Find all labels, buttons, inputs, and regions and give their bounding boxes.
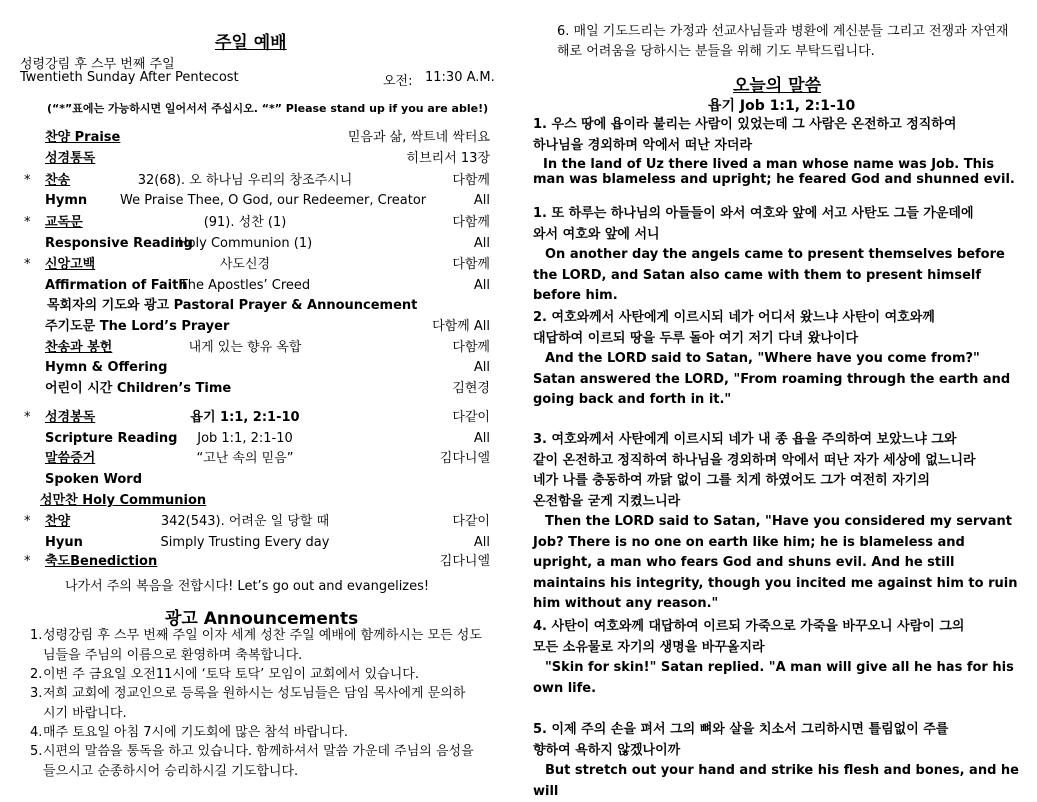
verse-block	[533, 115, 1023, 187]
order-row	[20, 149, 490, 169]
announcement-item	[30, 684, 490, 724]
order-label: 찬송과 봉헌	[45, 340, 113, 355]
announcement-number: 3.	[30, 686, 43, 701]
stand-marker: *	[24, 554, 31, 569]
verse-kr: 1. 우스 땅에 욥이라 불리는 사람이 있었는데 그 사람은 온전하고 정직하여 하나님을 경외하며 악에서 떠난 자더라	[533, 117, 957, 153]
order-right: 다함께	[452, 257, 490, 272]
announcement-text: 저희 교회에 정교인으로 등록을 원하시는 성도님들은 담임 목사에게 문의하시기 바랍니다.	[43, 686, 466, 721]
order-row	[20, 552, 490, 572]
passage-reference: 욥기 Job 1:1, 2:1-10	[708, 98, 856, 114]
verse-en: In the land of Uz there lived a man whose name was Job. This man was blameless and upright; he feared God and shunned evil.	[533, 157, 1015, 187]
order-label: Hyun	[45, 535, 83, 550]
order-label: 성경봉독	[45, 410, 96, 425]
order-label: 성만찬 Holy Communion	[40, 493, 207, 508]
stand-note: (“*”표에는 가능하시면 일어서서 주십시오. “*” Please stand up if you are able!)	[47, 102, 489, 115]
order-right: 히브리서 13장	[406, 151, 490, 166]
order-row	[20, 128, 490, 148]
order-mid: Holy Communion (1)	[177, 236, 313, 251]
order-row	[20, 379, 490, 399]
order-row	[20, 491, 490, 511]
order-right: All	[473, 278, 490, 293]
order-mid: 내게 있는 향유 옥합	[188, 340, 302, 355]
order-label: Responsive Reading	[45, 236, 193, 251]
order-row	[20, 449, 490, 469]
verse-kr: 2. 여호와께서 사탄에게 이르시되 네가 어디서 왔느냐 사탄이 여호와께 대답하여 이르되 땅을 두루 돌아 여기 저기 다녀 왔나이다	[533, 310, 935, 346]
order-right: All	[473, 535, 490, 550]
order-mid: 32(68). 오 하나님 우리의 창조주시니	[137, 173, 353, 188]
announcement-text: 매주 토요일 아침 7시에 기도회에 많은 참석 바랍니다.	[43, 725, 349, 740]
order-right: 다같이	[452, 410, 490, 425]
verse-kr: 3. 여호와께서 사탄에게 이르시되 네가 내 종 욥을 주의하여 보았느냐 그와 같이 온전하고 정직하여 하나님을 경외하며 악에서 떠난 자가 세상에 없느니라 네가 나를 충동하여 까닭 없이 그를 치게 하였어도 그가 여전히 자기의 온전함을 굳게 지켰느니라	[533, 432, 976, 509]
announcement-text: 성령강림 후 스무 번째 주일 이자 세계 성찬 주일 예배에 함께하시는 모든 성도님들을 주님의 이름으로 환영하며 축복합니다.	[43, 628, 482, 663]
order-row	[20, 338, 490, 358]
verse-en: On another day the angels came to present themselves before the LORD, and Satan also came with them to present himself before him.	[533, 247, 1005, 303]
order-mid: We Praise Thee, O God, our Redeemer, Creator	[120, 193, 427, 208]
order-label: Hymn & Offering	[45, 360, 168, 375]
order-right: 김다니엘	[439, 451, 490, 466]
verse-en: But stretch out your hand and strike his flesh and bones, and he will	[533, 763, 1019, 799]
order-right: 김다니엘	[439, 554, 490, 569]
announcement-item	[30, 742, 490, 782]
service-time-label: 오전:	[383, 74, 413, 89]
announcement-text: 시편의 말씀을 통독을 하고 있습니다. 함께하셔서 말씀 가운데 주님의 음성을 들으시고 순종하시어 승리하시길 기도합니다.	[43, 744, 474, 779]
order-row	[20, 533, 490, 553]
announcement-number: 1.	[30, 628, 43, 643]
order-row	[20, 317, 490, 337]
order-row	[20, 234, 490, 254]
verse-block	[533, 617, 1023, 699]
order-mid: The Apostles’ Creed	[179, 278, 311, 293]
order-label: 말씀증거	[45, 451, 96, 466]
order-label: Hymn	[45, 193, 88, 208]
order-row	[20, 429, 490, 449]
order-label: 찬양	[45, 514, 71, 529]
order-row	[20, 512, 490, 532]
announcement-number: 4.	[30, 725, 43, 740]
order-right: 다같이	[452, 514, 490, 529]
order-label: 축도Benediction	[45, 554, 158, 569]
order-label: Affirmation of Faith	[45, 278, 188, 293]
order-right: 다함께	[452, 215, 490, 230]
order-right: All	[473, 431, 490, 446]
verse-block	[533, 204, 1023, 307]
order-right: All	[473, 236, 490, 251]
order-right: 김현경	[452, 381, 490, 396]
verse-block	[533, 720, 1023, 802]
order-right: All	[473, 360, 490, 375]
order-label: Spoken Word	[45, 472, 143, 487]
announcement-item	[30, 723, 490, 743]
order-right: 다함께 All	[432, 319, 490, 334]
announcement-text: 6. 매일 기도드리는 가정과 선교사님들과 병환에 계신분들 그리고 전쟁과 자연재해로 어려움을 당하시는 분들을 위해 기도 부탁드립니다.	[557, 24, 1009, 59]
order-row	[20, 191, 490, 211]
order-mid: 342(543). 어려운 일 당할 때	[160, 514, 330, 529]
stand-marker: *	[24, 410, 31, 425]
order-row	[20, 255, 490, 275]
verse-kr: 1. 또 하루는 하나님의 아들들이 와서 여호와 앞에 서고 사탄도 그들 가운데에 와서 여호와 앞에 서니	[533, 206, 974, 242]
verse-en: Then the LORD said to Satan, "Have you considered my servant Job? There is no one on earth like him; he is blameless and upright, a man who fears God and shuns evil. And he still maintains his integrity, though you incited me against him to ruin him without any reason."	[533, 514, 1018, 611]
verse-kr: 4. 사탄이 여호와께 대답하여 이르되 가죽으로 가죽을 바꾸오니 사람이 그의 모든 소유물로 자기의 생명을 바꾸올지라	[533, 619, 965, 655]
verse-block	[533, 430, 1023, 615]
order-row	[20, 213, 490, 233]
order-label: 신앙고백	[45, 257, 96, 272]
order-label: Scripture Reading	[45, 431, 178, 446]
service-time: 11:30 A.M.	[425, 70, 495, 85]
order-label: 목회자의 기도와 광고 Pastoral Prayer & Announcement	[47, 298, 418, 313]
order-label: 어린이 시간 Children’s Time	[45, 381, 232, 396]
announcement-text: 이번 주 금요일 오전11시에 ‘토닥 토닥’ 모임이 교회에서 있습니다.	[43, 667, 419, 682]
order-row	[20, 171, 490, 191]
order-row	[20, 296, 490, 316]
verse-kr: 5. 이제 주의 손을 펴서 그의 뼈와 살을 치소서 그리하시면 틀림없이 주를 향하여 욕하지 않겠나이까	[533, 722, 949, 758]
order-mid: “고난 속의 믿음”	[196, 451, 294, 466]
announcement-item	[557, 22, 1017, 62]
order-label: 성경통독	[45, 151, 96, 166]
order-mid: Simply Trusting Every day	[160, 535, 330, 550]
order-row	[20, 470, 490, 490]
order-label: 주기도문 The Lord’s Prayer	[45, 319, 230, 334]
sunday-title-en: Twentieth Sunday After Pentecost	[20, 70, 239, 85]
closing-line: 나가서 주의 복음을 전합시다! Let’s go out and evangelizes!	[65, 579, 430, 594]
sunday-title-kr: 성령강림 후 스무 번째 주일	[20, 57, 175, 72]
order-mid: Job 1:1, 2:1-10	[197, 431, 293, 446]
announcement-number: 5.	[30, 744, 43, 759]
page-title: 주일 예배	[215, 33, 287, 53]
word-title: 오늘의 말씀	[733, 76, 822, 96]
verse-en: "Skin for skin!" Satan replied. "A man will give all he has for his own life.	[533, 660, 1014, 696]
order-right: 다함께	[452, 173, 490, 188]
order-mid: 사도신경	[219, 257, 271, 272]
announcement-item	[30, 665, 490, 685]
announcement-item	[30, 626, 490, 666]
announcement-number: 2.	[30, 667, 43, 682]
stand-marker: *	[24, 257, 31, 272]
order-right: 다함께	[452, 340, 490, 355]
announcements-title: 광고 Announcements	[165, 609, 359, 629]
order-right: 믿음과 삶, 싹트네 싹터요	[347, 130, 490, 145]
stand-marker: *	[24, 173, 31, 188]
stand-marker: *	[24, 514, 31, 529]
order-row	[20, 408, 490, 428]
order-label: 찬송	[45, 173, 71, 188]
order-right: All	[473, 193, 490, 208]
verse-block	[533, 308, 1023, 411]
order-label: 교독문	[45, 215, 83, 230]
order-mid: 욥기 1:1, 2:1-10	[190, 410, 300, 425]
order-mid: (91). 성찬 (1)	[203, 215, 287, 230]
order-row	[20, 276, 490, 296]
verse-en: And the LORD said to Satan, "Where have you come from?" Satan answered the LORD, "From roaming through the earth and going back and forth in it."	[533, 351, 1011, 407]
order-row	[20, 358, 490, 378]
stand-marker: *	[24, 215, 31, 230]
order-label: 찬양 Praise	[45, 130, 121, 145]
